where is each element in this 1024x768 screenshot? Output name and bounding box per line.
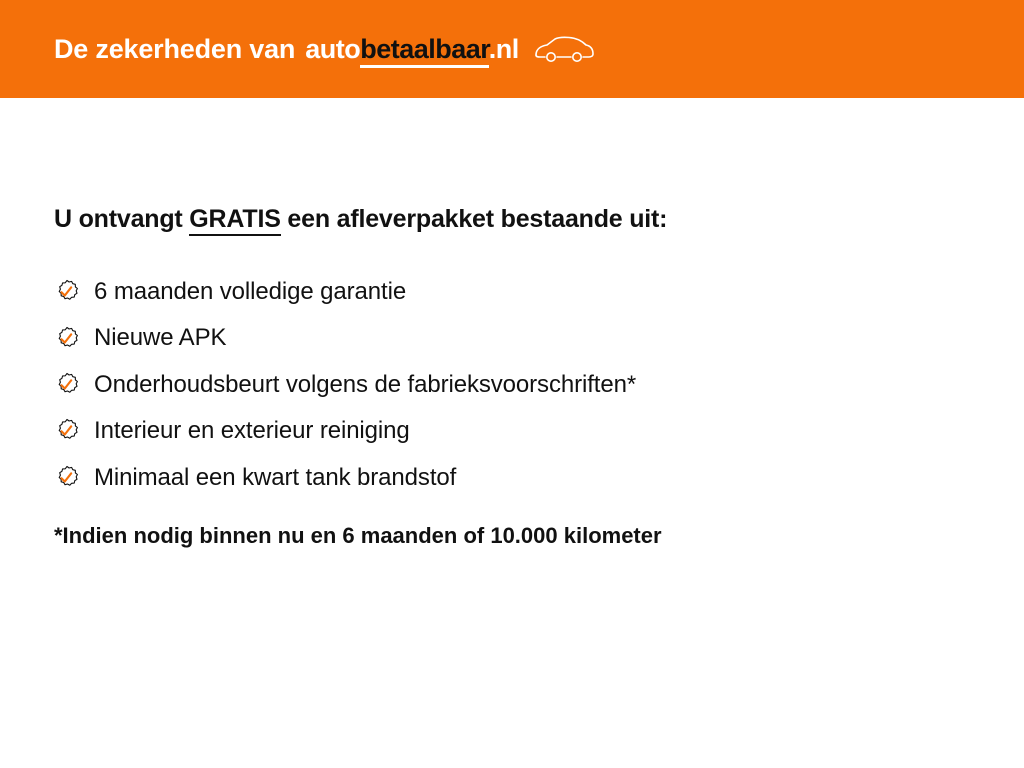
gear-check-icon	[54, 372, 80, 398]
list-item-label: Interieur en exterieur reiniging	[94, 417, 410, 445]
benefits-list	[0, 279, 1024, 491]
list-item	[54, 372, 1024, 398]
list-item	[54, 465, 1024, 491]
gear-check-icon	[54, 326, 80, 352]
list-item-label: 6 maanden volledige garantie	[94, 278, 407, 305]
brand-part-auto: auto	[305, 33, 361, 64]
car-icon	[533, 36, 595, 62]
intro-highlight-gratis: GRATIS	[189, 205, 280, 236]
intro-text-after: een afleverpakket bestaande uit:	[280, 205, 668, 233]
header-title: De zekerheden van	[54, 33, 296, 64]
intro-text-before: U ontvangt	[54, 205, 190, 233]
intro-heading	[54, 205, 1024, 234]
list-item	[54, 418, 1024, 444]
brand-part-nl: .nl	[488, 33, 519, 64]
list-item-label: Nieuwe APK	[94, 324, 227, 352]
header-content	[0, 34, 595, 65]
list-item-label: Onderhoudsbeurt volgens de fabrieksvoorschriften*	[94, 370, 637, 398]
list-item	[54, 325, 1024, 351]
list-item	[54, 279, 1024, 305]
gear-check-icon	[54, 279, 80, 305]
brand-part-betaalbaar: betaalbaar	[360, 34, 489, 68]
gear-check-icon	[54, 465, 80, 491]
header-banner	[0, 0, 1024, 98]
gear-check-icon	[54, 418, 80, 444]
brand-logo	[305, 34, 519, 65]
footnote-text: *Indien nodig binnen nu en 6 maanden of 10.000 kilometer	[54, 522, 662, 548]
main-content	[0, 98, 1024, 549]
list-item-label: Minimaal een kwart tank brandstof	[94, 463, 457, 491]
